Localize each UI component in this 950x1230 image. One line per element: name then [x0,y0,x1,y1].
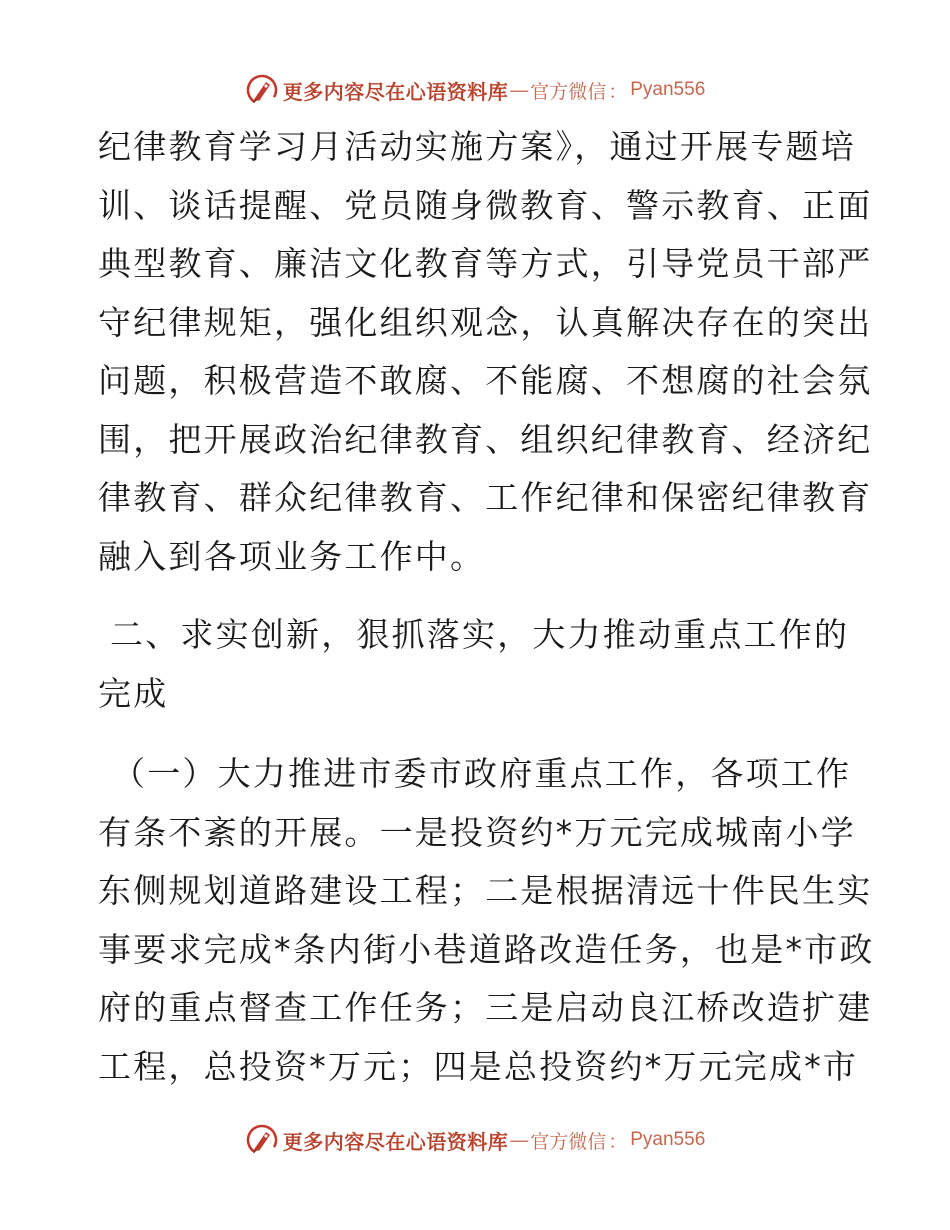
banner-wechat-label: 官方微信 [530,1130,607,1153]
document-body [98,118,875,1096]
text-line: 事要求完成*条内街小巷道路改造任务，也是*市政 [98,929,875,969]
text-line: 典型教育、廉洁文化教育等方式，引导党员干部严 [98,244,873,283]
pen-nib-logo-icon [245,73,279,107]
banner-wechat-label: 官方微信 [530,80,607,103]
text-line: 问题，积极营造不敢腐、不能腐、不想腐的社会氛 [98,361,873,400]
text-line: 训、谈话提醒、党员随身微教育、警示教育、正面 [98,185,873,225]
text-line: 东侧规划道路建设工程；二是根据清远十件民生实 [98,871,873,910]
text-line: 律教育、群众纪律教育、工作纪律和保密纪律教育 [98,478,873,517]
banner-colon: ： [608,80,628,103]
text-line: （一）大力推进市委市政府重点工作，各项工作 [112,754,852,793]
text-line: 工程，总投资*万元；四是总投资约*万元完成*市 [98,1046,859,1086]
heading-line: 完成 [98,673,169,713]
text-line: 纪律教育学习月活动实施方案》，通过开展专题培 [98,127,856,166]
paragraph-key-work [98,745,875,1096]
text-line: 府的重点督查工作任务；三是启动良江桥改造扩建 [98,988,873,1027]
text-line: 围，把开展政治纪律教育、组织纪律教育、经济纪 [98,419,873,459]
footer-watermark-banner [0,1120,950,1160]
banner-wechat-id: Pyan556 [630,79,706,100]
heading-line: 二、求实创新，狠抓落实，大力推动重点工作的 [110,615,850,654]
banner-wechat-id: Pyan556 [630,1129,706,1150]
section-heading [98,606,858,723]
paragraph-discipline-education [98,118,873,586]
pen-nib-logo-icon [245,1123,279,1157]
banner-main-text: 更多内容尽在心语资料库 [282,1129,509,1154]
text-line: 融入到各项业务工作中。 [98,536,486,576]
banner-colon: ： [608,1130,628,1153]
banner-dash: — [509,1128,530,1152]
text-line: 守纪律规矩，强化组织观念，认真解决存在的突出 [98,302,873,342]
text-line: 有条不紊的开展。一是投资约*万元完成城南小学 [98,812,856,852]
banner-dash: — [509,78,530,102]
banner-main-text: 更多内容尽在心语资料库 [282,79,509,104]
header-watermark-banner [0,70,950,110]
